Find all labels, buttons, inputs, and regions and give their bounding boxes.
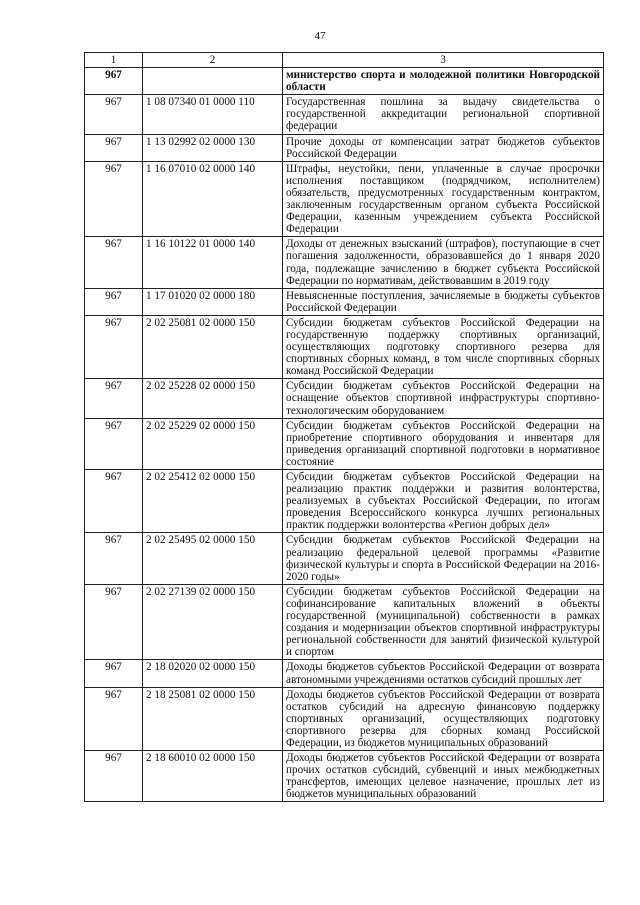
revenue-name-cell: Штрафы, неустойки, пени, уплаченные в случае просрочки исполнения поставщиком (подрядчиком, исполнителем) обязательств, предусмотренных государственным контрактом, заключенным государственным органом субъекта Российской Федерации, казенным учреждением субъекта Российской Федерации bbox=[283, 161, 604, 237]
revenue-name-cell: Государственная пошлина за выдачу свидетельства о государственной аккредитации региональной спортивной федерации bbox=[283, 95, 604, 134]
table-row bbox=[85, 533, 604, 584]
admin-code-cell: 967 bbox=[85, 660, 143, 687]
table-row bbox=[85, 134, 604, 161]
admin-code-cell: 967 bbox=[85, 237, 143, 288]
table-row bbox=[85, 315, 604, 378]
table-row bbox=[85, 288, 604, 315]
budget-code-cell: 2 02 25495 02 0000 150 bbox=[143, 533, 283, 584]
budget-code-cell: 1 08 07340 01 0000 110 bbox=[143, 95, 283, 134]
revenue-name-cell: Невыясненные поступления, зачисляемые в бюджеты субъектов Российской Федерации bbox=[283, 288, 604, 315]
table-row bbox=[85, 687, 604, 750]
admin-code-cell: 967 bbox=[85, 288, 143, 315]
revenue-name-cell: Доходы бюджетов субъектов Российской Федерации от возврата прочих остатков субсидий, субвенций и иных межбюджетных трансфертов, имеющих целевое назначение, прошлых лет из бюджетов муниципальных образований bbox=[283, 751, 604, 802]
budget-code-cell: 2 02 25412 02 0000 150 bbox=[143, 470, 283, 533]
revenue-name-cell: Субсидии бюджетам субъектов Российской Федерации на реализацию федеральной целевой программы «Развитие физической культуры и спорта в Российской Федерации на 2016-2020 годы» bbox=[283, 533, 604, 584]
admin-code-cell: 967 bbox=[85, 315, 143, 378]
budget-revenue-table bbox=[84, 52, 604, 802]
table-row bbox=[85, 95, 604, 134]
admin-code-cell: 967 bbox=[85, 751, 143, 802]
table-row bbox=[85, 237, 604, 288]
table-row bbox=[85, 418, 604, 469]
admin-code-cell: 967 bbox=[85, 95, 143, 134]
revenue-name-cell: Субсидии бюджетам субъектов Российской Федерации на оснащение объектов спортивной инфраструктуры спортивно-технологическим оборудованием bbox=[283, 379, 604, 418]
column-number-row bbox=[85, 53, 604, 68]
admin-code-cell: 967 bbox=[85, 134, 143, 161]
table-row bbox=[85, 584, 604, 660]
revenue-name-cell: Доходы от денежных взысканий (штрафов), поступающие в счет погашения задолженности, образовавшейся до 1 января 2020 года, подлежащие зачислению в бюджет субъекта Российской Федерации по нормативам, действовавшим в 2019 году bbox=[283, 237, 604, 288]
admin-code-cell: 967 bbox=[85, 533, 143, 584]
budget-code-cell bbox=[143, 68, 283, 95]
admin-code-cell: 967 bbox=[85, 687, 143, 750]
budget-code-cell: 1 13 02992 02 0000 130 bbox=[143, 134, 283, 161]
revenue-name-cell: Субсидии бюджетам субъектов Российской Федерации на реализацию практик поддержки и развития волонтерства, реализуемых в субъектах Российской Федерации, по итогам проведения Всероссийского конкурса лучших региональных практик поддержки волонтерства «Регион добрых дел» bbox=[283, 470, 604, 533]
revenue-name-cell: Доходы бюджетов субъектов Российской Федерации от возврата остатков субсидий на адресную финансовую поддержку спортивных организаций, осуществляющих подготовку спортивного резерва для сборных команд Российской Федерации, из бюджетов муниципальных образований bbox=[283, 687, 604, 750]
admin-code-cell: 967 bbox=[85, 470, 143, 533]
budget-code-cell: 2 02 27139 02 0000 150 bbox=[143, 584, 283, 660]
table-row bbox=[85, 660, 604, 687]
table-row bbox=[85, 161, 604, 237]
ministry-name-cell: министерство спорта и молодежной политики Новгородской области bbox=[283, 68, 604, 95]
budget-code-cell: 2 02 25081 02 0000 150 bbox=[143, 315, 283, 378]
admin-code-cell: 967 bbox=[85, 68, 143, 95]
budget-code-cell: 2 02 25229 02 0000 150 bbox=[143, 418, 283, 469]
revenue-name-cell: Субсидии бюджетам субъектов Российской Федерации на софинансирование капитальных вложений в объекты государственной (муниципальной) собственности в рамках создания и модернизации объектов спортивной инфраструктуры региональной собственности для занятий физической культурой и спортом bbox=[283, 584, 604, 660]
budget-code-cell: 1 17 01020 02 0000 180 bbox=[143, 288, 283, 315]
column-number: 3 bbox=[283, 53, 604, 68]
admin-code-cell: 967 bbox=[85, 418, 143, 469]
budget-code-cell: 2 18 02020 02 0000 150 bbox=[143, 660, 283, 687]
column-number: 1 bbox=[85, 53, 143, 68]
revenue-name-cell: Прочие доходы от компенсации затрат бюджетов субъектов Российской Федерации bbox=[283, 134, 604, 161]
page-number: 47 bbox=[314, 30, 326, 42]
budget-code-cell: 1 16 07010 02 0000 140 bbox=[143, 161, 283, 237]
budget-code-cell: 2 18 25081 02 0000 150 bbox=[143, 687, 283, 750]
table-row bbox=[85, 379, 604, 418]
budget-code-cell: 1 16 10122 01 0000 140 bbox=[143, 237, 283, 288]
admin-code-cell: 967 bbox=[85, 379, 143, 418]
budget-code-cell: 2 02 25228 02 0000 150 bbox=[143, 379, 283, 418]
budget-code-cell: 2 18 60010 02 0000 150 bbox=[143, 751, 283, 802]
table-row bbox=[85, 470, 604, 533]
revenue-name-cell: Субсидии бюджетам субъектов Российской Федерации на приобретение спортивного оборудования и инвентаря для приведения организаций спортивной подготовки в нормативное состояние bbox=[283, 418, 604, 469]
table-row bbox=[85, 751, 604, 802]
column-number: 2 bbox=[143, 53, 283, 68]
revenue-name-cell: Субсидии бюджетам субъектов Российской Федерации на государственную поддержку спортивных организаций, осуществляющих подготовку спортивного резерва для спортивных сборных команд, в том числе спортивных сборных команд Российской Федерации bbox=[283, 315, 604, 378]
admin-code-cell: 967 bbox=[85, 584, 143, 660]
admin-code-cell: 967 bbox=[85, 161, 143, 237]
revenue-name-cell: Доходы бюджетов субъектов Российской Федерации от возврата автономными учреждениями остатков субсидий прошлых лет bbox=[283, 660, 604, 687]
ministry-heading-row bbox=[85, 68, 604, 95]
